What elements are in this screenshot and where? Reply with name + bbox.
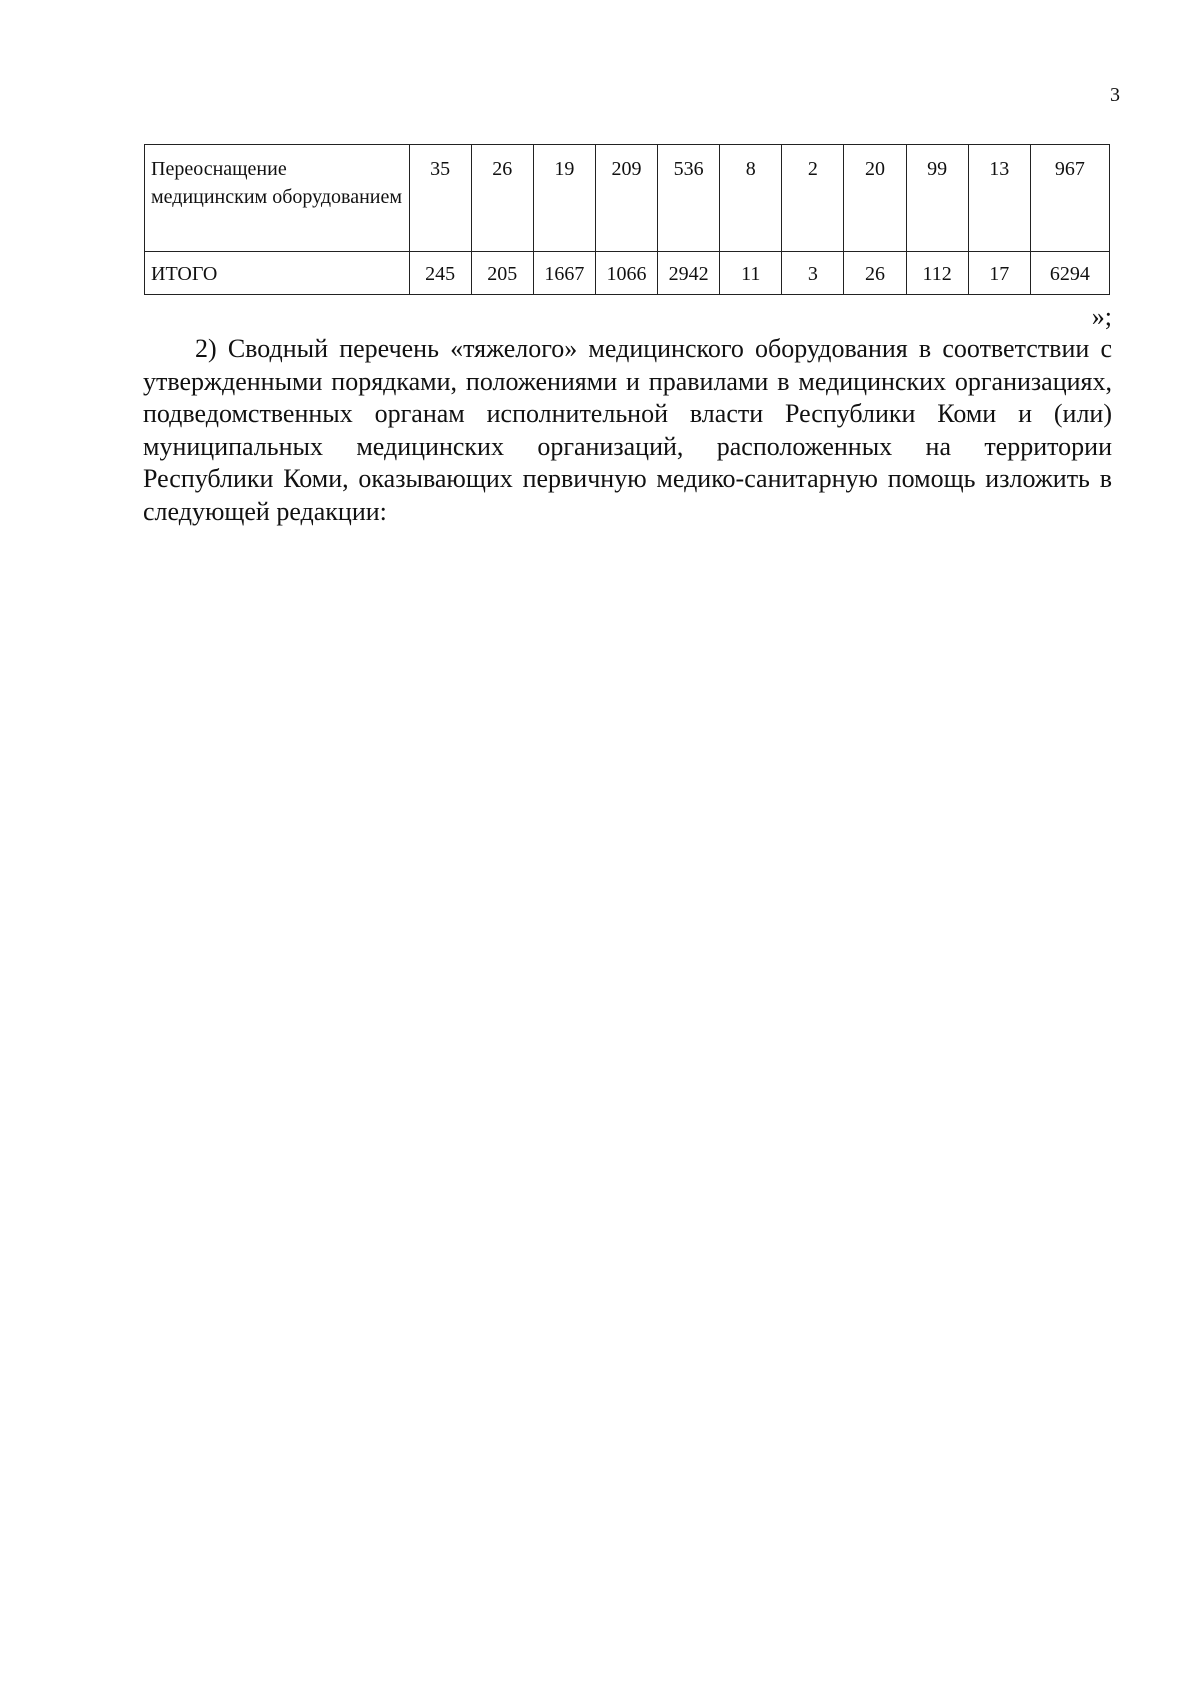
data-table	[144, 144, 1110, 295]
table-cell: 11	[720, 252, 782, 295]
table-cell: 17	[968, 252, 1030, 295]
row-label: ИТОГО	[145, 252, 410, 295]
table-cell: 20	[844, 145, 906, 252]
table-cell: 35	[409, 145, 471, 252]
table-cell: 1667	[533, 252, 595, 295]
table-cell: 13	[968, 145, 1030, 252]
page-number: 3	[1110, 84, 1120, 106]
table-cell: 2942	[658, 252, 720, 295]
table-cell: 209	[595, 145, 657, 252]
table-row	[145, 145, 1110, 252]
table-cell: 26	[471, 145, 533, 252]
table-cell: 1066	[595, 252, 657, 295]
table-cell: 8	[720, 145, 782, 252]
closing-quote-mark: »;	[1091, 302, 1112, 331]
table-cell: 536	[658, 145, 720, 252]
table-cell: 26	[844, 252, 906, 295]
table-cell: 205	[471, 252, 533, 295]
table-cell: 967	[1030, 145, 1109, 252]
table-cell: 2	[782, 145, 844, 252]
table-cell: 6294	[1030, 252, 1109, 295]
table-cell: 245	[409, 252, 471, 295]
body-paragraph: 2) Сводный перечень «тяжелого» медицинского оборудования в соответствии с утвержденными порядками, положениями и правилами в медицинских организациях, подведомственных органам исполнительной власти Республики Коми и (или) муниципальных медицинских организаций, расположенных на территории Республики Коми, оказывающих первичную медико-санитарную помощь изложить в следующей редакции:	[143, 334, 1112, 526]
table-cell: 112	[906, 252, 968, 295]
row-label: Переоснащение медицинским оборудованием	[145, 145, 410, 252]
table-cell: 3	[782, 252, 844, 295]
table-cell: 99	[906, 145, 968, 252]
table-row-total	[145, 252, 1110, 295]
table-cell: 19	[533, 145, 595, 252]
